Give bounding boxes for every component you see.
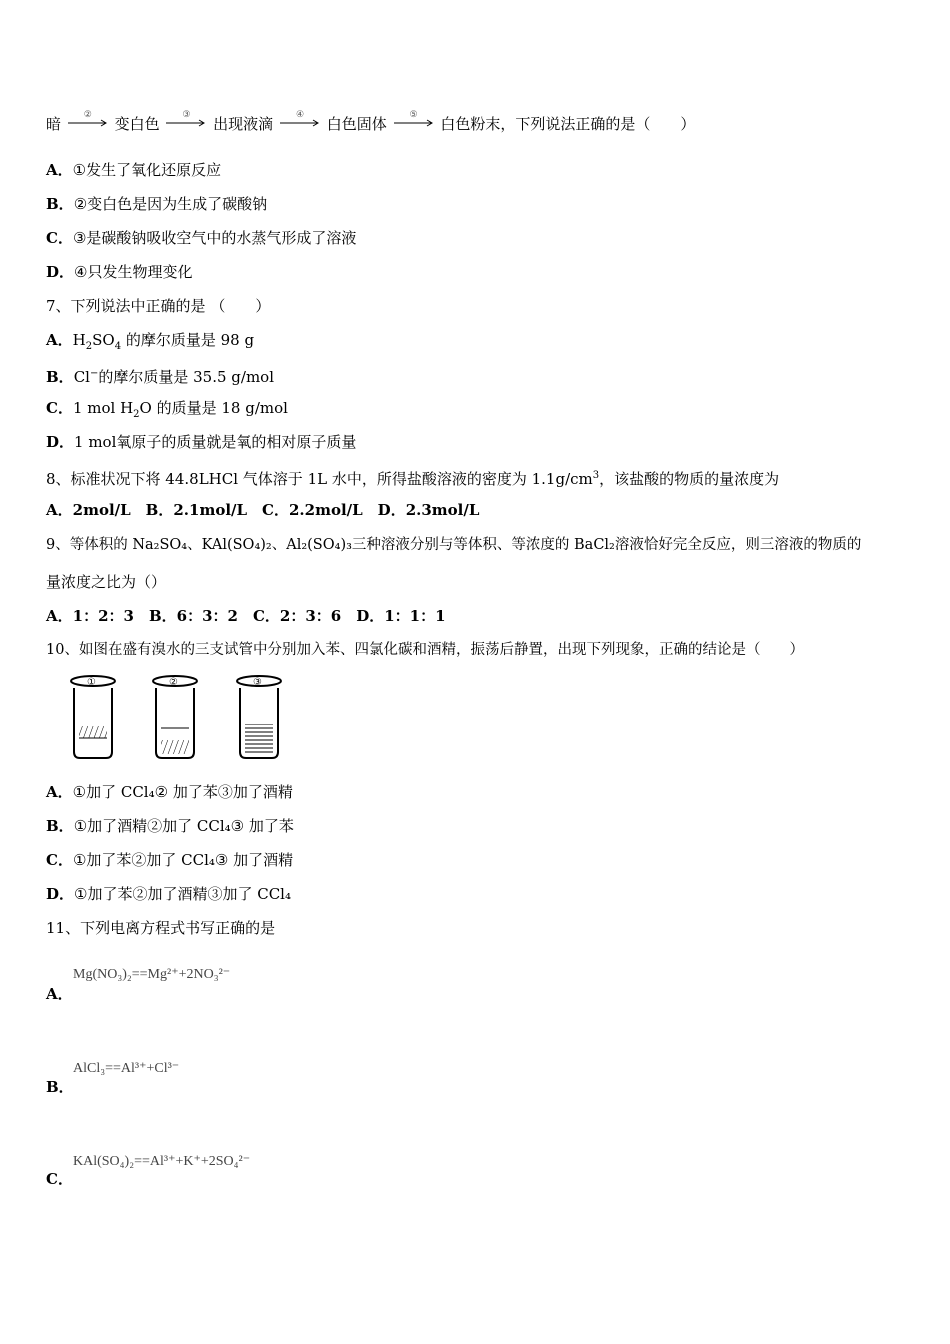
q7-stem: 7、下列说法中正确的是 （ ） <box>46 297 271 315</box>
test-tubes-figure <box>60 670 310 765</box>
q7-option-d <box>46 432 356 452</box>
option-letter: B． <box>46 368 74 386</box>
q10-option-c <box>46 850 293 870</box>
q11-option-c-letter: C． <box>46 1170 73 1188</box>
q10-option-b <box>46 816 294 836</box>
reaction-chain <box>46 110 696 135</box>
test-tubes-diagram <box>60 670 310 765</box>
q6-option-b <box>46 194 267 214</box>
tube-label-3: ③ <box>253 677 262 688</box>
option-letter: D． <box>46 433 75 451</box>
chain-word-3: 出现液滴 <box>213 115 274 133</box>
arrow-step-label: ③ <box>182 110 191 120</box>
chain-word-2: 变白色 <box>114 115 160 133</box>
option-text: ③是碳酸钠吸收空气中的水蒸气形成了溶液 <box>72 229 357 247</box>
option-text: O 的质量是 18 g/mol <box>139 399 288 417</box>
arrow-icon <box>164 110 208 135</box>
option-text: ①加了苯②加了 CCl₄③ 加了酒精 <box>72 851 294 869</box>
option-text: SO <box>92 331 115 349</box>
option-text: 1 mol氧原子的质量就是氧的相对原子质量 <box>74 433 357 451</box>
option-letter: B． <box>46 195 74 213</box>
option-text: Cl <box>73 368 90 386</box>
option-letter: D． <box>46 263 75 281</box>
option-letter: C． <box>46 399 73 417</box>
test-tube-2 <box>153 676 197 758</box>
q10-stem: 10、如图在盛有溴水的三支试管中分别加入苯、四氯化碳和酒精，振荡后静置，出现下列现象，正确的结论是（ ） <box>46 642 804 658</box>
q7-option-b <box>46 364 274 387</box>
q8-stem <box>46 466 779 489</box>
test-tube-3 <box>237 676 281 758</box>
q11-option-b-letter: B． <box>46 1078 74 1096</box>
chain-word-4: 白色固体 <box>326 115 387 133</box>
q8-options: A．2mol/L B．2.1mol/L C．2.2mol/L D．2.3mol/L <box>46 501 480 519</box>
q11-stem: 11、下列电离方程式书写正确的是 <box>46 919 276 937</box>
option-letter: D． <box>46 885 75 903</box>
stem-text: 8、标准状况下将 44.8LHCl 气体溶于 1L 水中，所得盐酸溶液的密度为 1.1g/cm <box>46 470 593 488</box>
superscript: 3 <box>592 470 600 481</box>
option-letter: C． <box>46 851 73 869</box>
q10-option-a <box>46 782 293 802</box>
option-letter: C． <box>46 229 73 247</box>
arrow-icon <box>278 110 322 135</box>
q6-option-a <box>46 160 221 180</box>
subscript: 2 <box>85 341 93 352</box>
option-text: 1 mol H <box>72 399 134 417</box>
q9-stem-line-1: 9、等体积的 Na₂SO₄、KAl(SO₄)₂、Al₂(SO₄)₃三种溶液分别与等体积、等浓度的 BaCl₂溶液恰好完全反应，则三溶液的物质的 <box>46 537 862 553</box>
option-letter: A． <box>46 783 73 801</box>
test-tube-1 <box>71 676 115 758</box>
arrow-icon <box>392 110 436 135</box>
q6-option-c <box>46 228 356 248</box>
stem-text: ，该盐酸的物质的量浓度为 <box>599 470 780 488</box>
q6-option-d <box>46 262 192 282</box>
option-letter: A． <box>46 331 73 349</box>
q10-option-d <box>46 884 291 904</box>
option-letter: A． <box>46 161 73 179</box>
q11-formula-a: Mg(NO₃)₂==Mg²⁺+2NO₃²⁻ <box>73 967 231 982</box>
q7-option-c <box>46 398 288 425</box>
subscript: 2 <box>133 409 140 420</box>
q7-option-a <box>46 330 254 357</box>
option-text: ①加了苯②加了酒精③加了 CCl₄ <box>74 885 291 903</box>
q11-formula-c: KAl(SO₄)₂==Al³⁺+K⁺+2SO₄²⁻ <box>73 1154 251 1169</box>
chain-word-1: 暗 <box>46 115 62 133</box>
q9-stem-line-2: 量浓度之比为（） <box>46 573 167 591</box>
option-text: 的摩尔质量是 98 g <box>121 331 255 349</box>
option-text: ④只发生物理变化 <box>74 263 193 281</box>
superscript: − <box>89 368 99 379</box>
arrow-step-label: ② <box>83 110 92 120</box>
tube-label-2: ② <box>169 677 178 688</box>
option-text: 的摩尔质量是 35.5 g/mol <box>98 368 275 386</box>
arrow-icon <box>66 110 110 135</box>
q11-formula-b: AlCl₃==Al³⁺+Cl³⁻ <box>73 1061 180 1076</box>
q11-option-a-letter: A． <box>46 985 73 1003</box>
option-text: ①加了 CCl₄② 加了苯③加了酒精 <box>72 783 293 801</box>
tube-label-1: ① <box>87 677 96 688</box>
option-text: ②变白色是因为生成了碳酸钠 <box>73 195 268 213</box>
option-text: H <box>72 331 86 349</box>
q9-options: A．1：2：3 B．6：3：2 C．2：3：6 D．1：1：1 <box>46 607 446 625</box>
option-text: ①发生了氧化还原反应 <box>72 161 222 179</box>
option-text: ①加了酒精②加了 CCl₄③ 加了苯 <box>73 817 294 835</box>
subscript: 4 <box>114 341 122 352</box>
arrow-step-label: ④ <box>295 110 305 120</box>
option-letter: B． <box>46 817 74 835</box>
chain-word-5: 白色粉末，下列说法正确的是（ ） <box>440 115 696 133</box>
arrow-step-label: ⑤ <box>409 110 418 120</box>
